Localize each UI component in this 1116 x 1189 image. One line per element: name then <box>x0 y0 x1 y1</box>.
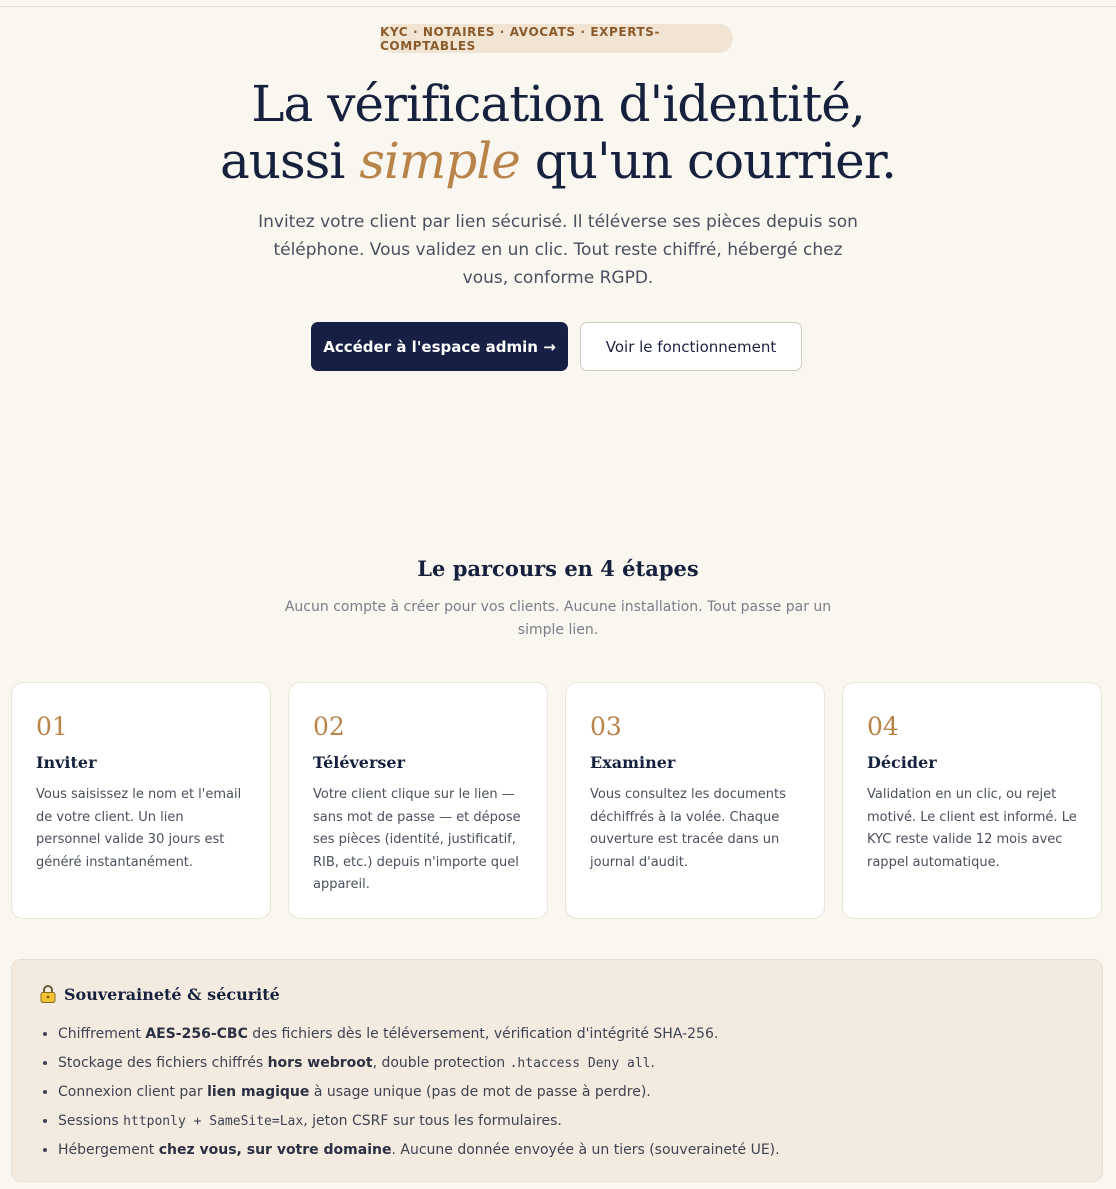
how-it-works-button[interactable]: Voir le fonctionnement <box>580 322 802 371</box>
security-highlight: lien magique <box>207 1084 310 1100</box>
security-text: Connexion client par <box>58 1084 208 1100</box>
hero-subtitle: Invitez votre client par lien sécurisé. Il téléverse ses pièces depuis son téléphone. Vous validez en un clic. Tout reste chiffré, hébergé chez vous, conforme RGPD. <box>258 212 858 288</box>
step-number: 03 <box>590 712 622 741</box>
list-item <box>58 1020 1076 1049</box>
step-title: Téléverser <box>313 753 406 772</box>
step-description: Validation en un clic, ou rejet motivé. Le client est informé. Le KYC reste valide 12 mois avec rappel automatique. <box>867 787 1077 870</box>
step-description: Votre client clique sur le lien — sans mot de passe — et dépose ses pièces (identité, justificatif, RIB, etc.) depuis n'importe quel appareil. <box>313 787 521 892</box>
security-text: , double protection <box>372 1054 510 1071</box>
audience-badge: KYC · NOTAIRES · AVOCATS · EXPERTS-COMPTABLES <box>380 24 733 53</box>
step-card-decide <box>842 682 1102 919</box>
list-item <box>58 1107 1076 1137</box>
security-code: .htaccess Deny all <box>509 1055 651 1071</box>
steps-subtitle: Aucun compte à créer pour vos clients. Aucune installation. Tout passe par un simple lien. <box>284 599 832 638</box>
step-card-invite <box>11 682 271 919</box>
step-number: 01 <box>36 712 68 741</box>
hero-title-line2-before: aussi <box>219 132 360 190</box>
security-text: Sessions <box>58 1112 124 1129</box>
step-description: Vous saisissez le nom et l'email de votre client. Un lien personnel valide 30 jours est généré instantanément. <box>36 787 242 870</box>
step-card-review <box>565 682 825 919</box>
security-text: Chiffrement <box>58 1026 146 1042</box>
security-highlight: AES-256-CBC <box>145 1026 248 1042</box>
security-code: httponly + SameSite=Lax <box>123 1113 304 1129</box>
security-text: des fichiers dès le téléversement, vérification d'intégrité SHA-256. <box>247 1026 719 1042</box>
security-panel <box>11 959 1103 1182</box>
step-title: Décider <box>867 753 937 772</box>
step-title: Examiner <box>590 753 676 772</box>
security-text: . Aucune donnée envoyée à un tiers (souveraineté UE). <box>391 1142 780 1158</box>
top-divider <box>0 6 1116 7</box>
step-number: 02 <box>313 712 345 741</box>
step-description: Vous consultez les documents déchiffrés à la volée. Chaque ouverture est tracée dans un journal d'audit. <box>590 787 786 870</box>
security-highlight: hors webroot <box>267 1054 373 1071</box>
security-text: Hébergement <box>58 1142 159 1158</box>
step-card-upload <box>288 682 548 919</box>
step-number: 04 <box>867 712 899 741</box>
security-text: à usage unique (pas de mot de passe à perdre). <box>309 1084 651 1100</box>
lock-icon <box>38 984 58 1004</box>
list-item <box>58 1136 1076 1165</box>
hero-title <box>0 76 1116 190</box>
list-item <box>58 1078 1076 1107</box>
security-header <box>38 984 1076 1004</box>
admin-space-button[interactable]: Accéder à l'espace admin → <box>311 322 568 371</box>
security-text: , jeton CSRF sur tous les formulaires. <box>303 1112 562 1129</box>
step-title: Inviter <box>36 753 97 772</box>
security-highlight: chez vous, sur votre domaine <box>158 1142 392 1158</box>
list-item <box>58 1049 1076 1079</box>
security-title: Souveraineté & sécurité <box>64 984 280 1004</box>
steps-title: Le parcours en 4 étapes <box>417 556 699 581</box>
security-list <box>38 1020 1076 1165</box>
hero-title-line2-after: qu'un courrier. <box>519 132 896 190</box>
hero-title-line1: La vérification d'identité, <box>251 75 865 133</box>
hero-title-accent: simple <box>359 132 520 190</box>
security-text: . <box>650 1054 655 1071</box>
security-text: Stockage des fichiers chiffrés <box>58 1054 268 1071</box>
